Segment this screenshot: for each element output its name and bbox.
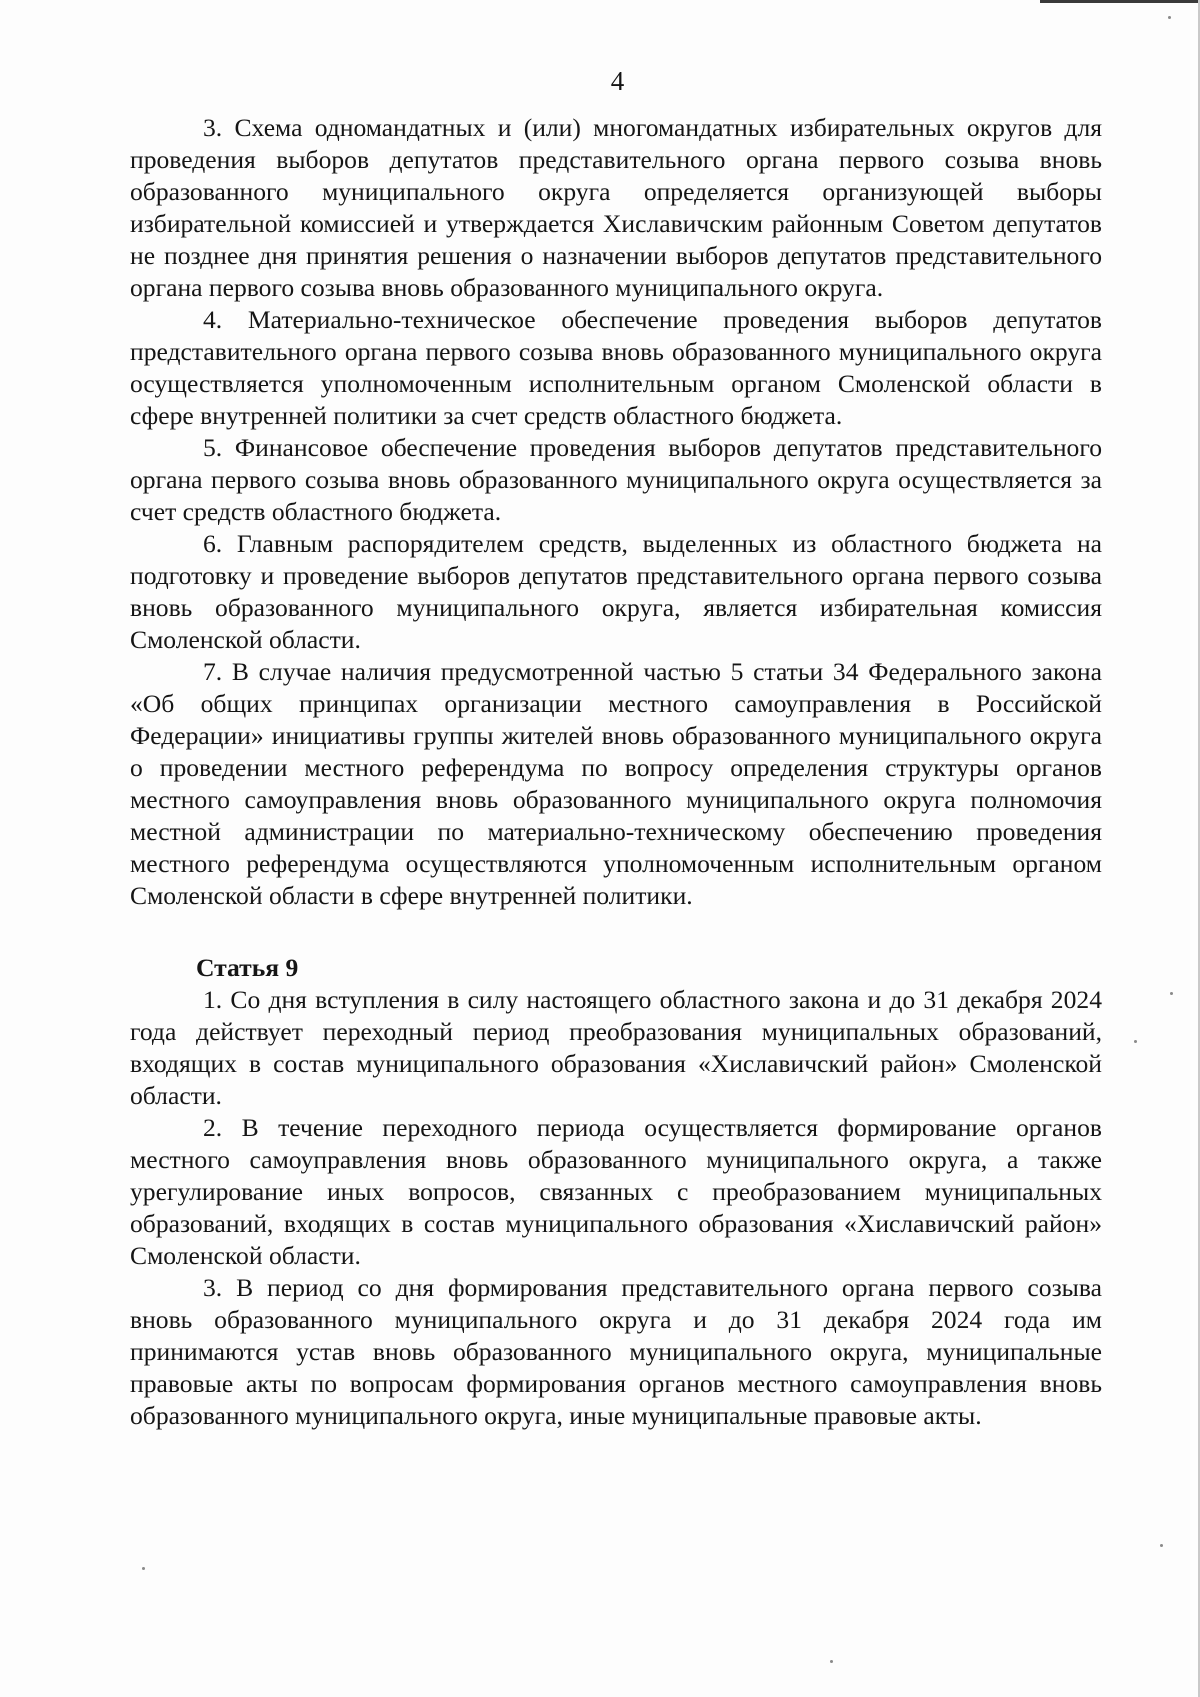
paragraph-9-2: 2. В течение переходного периода осуществляется формирование органов местного самоуправления вновь образованного муниципального округа, а также урегулирование иных вопросов, связанных с преобразованием муниципальных образований, входящих в состав муниципального образования «Хиславичский район» Смоленской области. xyxy=(130,1113,1102,1270)
paragraph-8-5: 5. Финансовое обеспечение проведения выборов депутатов представительного органа первого созыва вновь образованного муниципального округа осуществляется за счет средств областного бюджета. xyxy=(130,433,1102,526)
scan-speck xyxy=(142,1567,145,1570)
document-body xyxy=(130,112,1102,1432)
paragraph-8-3: 3. Схема одномандатных и (или) многомандатных избирательных округов для проведения выборов депутатов представительного органа первого созыва вновь образованного муниципального округа определяется организующей выборы избирательной комиссией и утверждается Хиславичским районным Советом депутатов не позднее дня принятия решения о назначении выборов депутатов представительного органа первого созыва вновь образованного муниципального округа. xyxy=(130,113,1102,302)
article-9-title: Статья 9 xyxy=(196,953,299,982)
scan-speck xyxy=(830,1660,833,1663)
paragraph-8-4: 4. Материально-техническое обеспечение проведения выборов депутатов представительного органа первого созыва вновь образованного муниципального округа осуществляется уполномоченным исполнительным органом Смоленской области в сфере внутренней политики за счет средств областного бюджета. xyxy=(130,305,1102,430)
paragraph-9-1: 1. Со дня вступления в силу настоящего областного закона и до 31 декабря 2024 года действует переходный период преобразования муниципальных образований, входящих в состав муниципального образования «Хиславичский район» Смоленской области. xyxy=(130,985,1102,1110)
scan-edge-top xyxy=(1040,0,1200,3)
page-number: 4 xyxy=(610,66,625,96)
paragraph-9-3: 3. В период со дня формирования представительного органа первого созыва вновь образованного муниципального округа и до 31 декабря 2024 года им принимаются устав вновь образованного муниципального округа, муниципальные правовые акты по вопросам формирования органов местного самоуправления вновь образованного муниципального округа, иные муниципальные правовые акты. xyxy=(130,1273,1102,1430)
scan-speck xyxy=(1134,1040,1137,1043)
paragraph-8-7: 7. В случае наличия предусмотренной частью 5 статьи 34 Федерального закона «Об общих принципах организации местного самоуправления в Российской Федерации» инициативы группы жителей вновь образованного муниципального округа о проведении местного референдума по вопросу определения структуры органов местного самоуправления вновь образованного муниципального округа полномочия местной администрации по материально-техническому обеспечению проведения местного референдума осуществляются уполномоченным исполнительным органом Смоленской области в сфере внутренней политики. xyxy=(130,657,1102,910)
scan-speck xyxy=(1160,1544,1163,1547)
paragraph-8-6: 6. Главным распорядителем средств, выделенных из областного бюджета на подготовку и проведение выборов депутатов представительного органа первого созыва вновь образованного муниципального округа, является избирательная комиссия Смоленской области. xyxy=(130,529,1102,654)
scan-speck xyxy=(1170,992,1173,995)
scan-speck xyxy=(1168,16,1171,19)
